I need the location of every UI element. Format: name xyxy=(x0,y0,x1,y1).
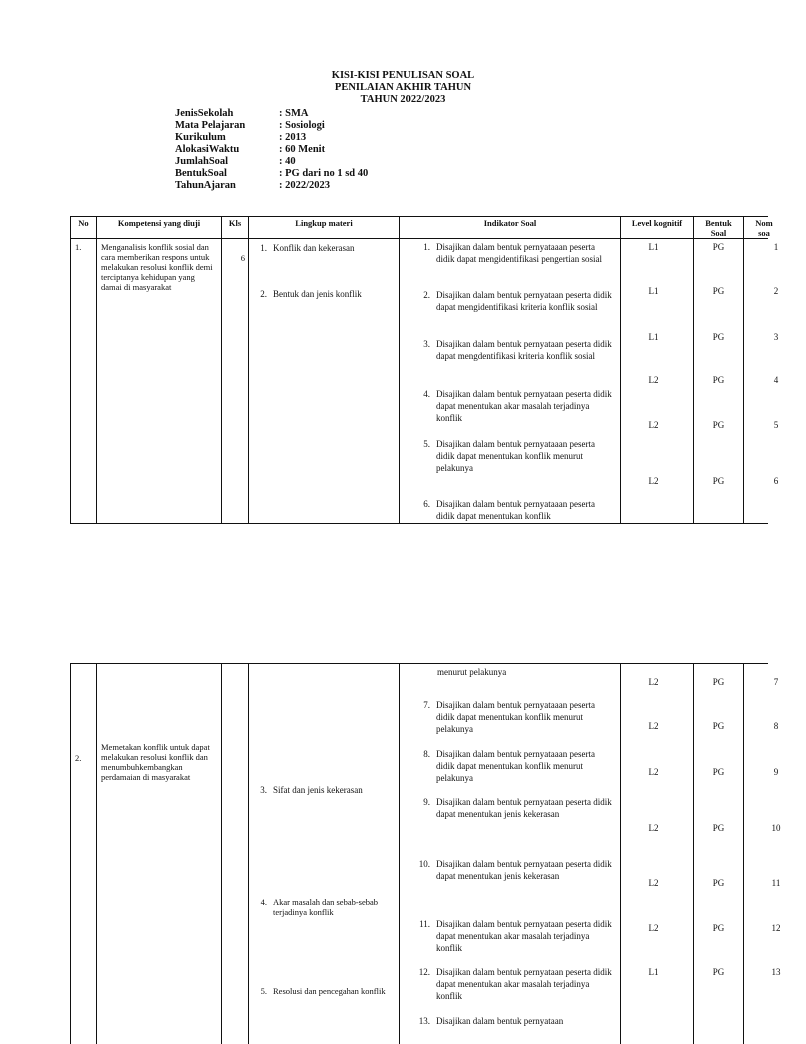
info-block xyxy=(175,108,368,192)
level-value: L2 xyxy=(648,823,659,833)
indikator-number: 1. xyxy=(423,242,430,252)
info-row-kurikulum xyxy=(175,132,368,144)
header-bentuk-line1: Bentuk xyxy=(705,218,732,228)
indikator-number: 6. xyxy=(423,499,430,509)
column-divider xyxy=(96,664,97,1044)
header-bentuk-soal xyxy=(694,218,743,238)
nomor-value: 12 xyxy=(771,923,781,933)
indikator-text: Disajikan dalam bentuk pernyataan peserta didik dapat menentukan jenis kekerasan xyxy=(436,797,612,819)
kisi-kisi-table-page-1 xyxy=(70,216,779,524)
materi-item xyxy=(251,986,397,996)
document-title: KISI-KISI PENULISAN SOAL xyxy=(331,70,475,81)
header-kompetensi: Kompetensi yang diuji xyxy=(117,218,201,228)
column-divider xyxy=(743,217,744,523)
nomor-value: 2 xyxy=(773,286,779,296)
materi-item xyxy=(251,897,397,917)
indikator-text: Disajikan dalam bentuk pernyataaan peserta didik dapat menentukan konflik menurut pelakunya xyxy=(436,700,595,734)
bentuk-value: PG xyxy=(712,721,725,731)
indikator-item xyxy=(414,1015,614,1027)
header-no: No xyxy=(78,218,89,228)
indikator-item xyxy=(414,858,614,882)
indikator-number: 9. xyxy=(423,797,430,807)
header-kls: Kls xyxy=(228,218,242,228)
row-number: 1. xyxy=(75,242,82,252)
nomor-value: 6 xyxy=(773,476,779,486)
level-value: L1 xyxy=(648,967,659,977)
level-value: L2 xyxy=(648,721,659,731)
column-divider xyxy=(248,664,249,1044)
header-nomor-line1: Nom xyxy=(755,218,773,228)
nomor-value: 3 xyxy=(773,332,779,342)
kisi-kisi-table-page-2 xyxy=(70,663,781,1044)
indikator-item xyxy=(414,438,614,474)
materi-text: Bentuk dan jenis konflik xyxy=(273,289,362,299)
indikator-number: 2. xyxy=(423,290,430,300)
level-value: L2 xyxy=(648,420,659,430)
nomor-value: 8 xyxy=(773,721,779,731)
level-value: L2 xyxy=(648,923,659,933)
header-lingkup-materi: Lingkup materi xyxy=(295,218,353,228)
column-divider xyxy=(248,217,249,523)
indikator-continued-text: menurut pelakunya xyxy=(437,667,507,677)
bentuk-value: PG xyxy=(712,286,725,296)
bentuk-value: PG xyxy=(712,420,725,430)
indikator-text: Disajikan dalam bentuk pernyataan peserta didik dapat menentukan akar masalah terjadinya konflik xyxy=(436,919,612,953)
level-value: L2 xyxy=(648,767,659,777)
materi-item xyxy=(251,242,397,254)
info-label: AlokasiWaktu xyxy=(175,144,240,155)
kompetensi-text: Memetakan konflik untuk dapat melakukan resolusi konflik dan menumbuhkembangkan perdamaian di masyarakat xyxy=(101,742,210,782)
column-divider xyxy=(743,664,744,1044)
materi-text: Resolusi dan pencegahan konflik xyxy=(273,986,386,996)
column-divider xyxy=(399,217,400,523)
nomor-value: 1 xyxy=(773,242,779,252)
indikator-item xyxy=(414,388,614,424)
indikator-number: 7. xyxy=(423,700,430,710)
materi-number: 1. xyxy=(260,243,267,253)
indikator-item xyxy=(414,338,614,362)
info-label: BentukSoal xyxy=(175,168,227,179)
bentuk-value: PG xyxy=(712,878,725,888)
info-value: : SMA xyxy=(279,108,309,119)
info-row-tahun-ajaran xyxy=(175,180,368,192)
info-row-bentuk-soal xyxy=(175,168,368,180)
indikator-text: Disajikan dalam bentuk pernyataan peserta didik dapat menentukan akar masalah terjadinya konflik xyxy=(436,967,612,1001)
indikator-item xyxy=(414,796,614,820)
indikator-number: 12. xyxy=(418,967,430,977)
bentuk-value: PG xyxy=(712,677,725,687)
indikator-item xyxy=(414,748,614,784)
materi-number: 2. xyxy=(260,289,267,299)
materi-text: Sifat dan jenis kekerasan xyxy=(273,785,363,795)
nomor-value: 7 xyxy=(773,677,779,687)
indikator-text: Disajikan dalam bentuk pernyataan peserta didik dapat menentukan jenis kekerasan xyxy=(436,859,612,881)
info-label: Mata Pelajaran xyxy=(175,120,246,131)
indikator-number: 13. xyxy=(418,1016,430,1026)
bentuk-value: PG xyxy=(712,823,725,833)
indikator-text: Disajikan dalam bentuk pernyataaan peserta didik dapat mengidentifikasi pengertian sosial xyxy=(436,242,602,264)
materi-number: 5. xyxy=(260,986,267,996)
document-year: TAHUN 2022/2023 xyxy=(360,94,446,105)
info-value: : 60 Menit xyxy=(279,144,326,155)
level-value: L1 xyxy=(648,286,659,296)
info-value: : 40 xyxy=(279,156,296,167)
indikator-item xyxy=(414,699,614,735)
level-value: L1 xyxy=(648,242,659,252)
materi-text: Akar masalah dan sebab-sebab terjadinya konflik xyxy=(273,897,379,917)
level-value: L2 xyxy=(648,878,659,888)
bentuk-value: PG xyxy=(712,767,725,777)
nomor-value: 9 xyxy=(773,767,779,777)
info-row-mata-pelajaran xyxy=(175,120,368,132)
indikator-text: Disajikan dalam bentuk pernyataaan peserta didik dapat menentukan konflik menurut pelakunya xyxy=(436,439,595,473)
header-divider xyxy=(71,238,768,239)
kelas-value: 6 xyxy=(240,253,245,263)
column-divider xyxy=(221,664,222,1044)
nomor-value: 11 xyxy=(771,878,781,888)
row-number: 2. xyxy=(75,753,82,763)
document-subtitle: PENILAIAN AKHIR TAHUN xyxy=(334,82,472,93)
nomor-value: 13 xyxy=(771,967,781,977)
indikator-item xyxy=(414,918,614,954)
column-divider xyxy=(221,217,222,523)
indikator-number: 4. xyxy=(423,389,430,399)
materi-number: 3. xyxy=(260,785,267,795)
indikator-number: 8. xyxy=(423,749,430,759)
level-value: L1 xyxy=(648,332,659,342)
indikator-text: Disajikan dalam bentuk pernyataan peserta didik dapat mengidentifikasi kriteria konflik sosial xyxy=(436,290,612,312)
indikator-text: Disajikan dalam bentuk pernyataaan peserta didik dapat menentukan konflik xyxy=(436,499,595,521)
indikator-text: Disajikan dalam bentuk pernyataan xyxy=(436,1016,564,1026)
nomor-value: 4 xyxy=(773,375,779,385)
info-row-alokasi-waktu xyxy=(175,144,368,156)
level-value: L2 xyxy=(648,476,659,486)
indikator-text: Disajikan dalam bentuk pernyataaan peserta didik dapat menentukan konflik menurut pelakunya xyxy=(436,749,595,783)
info-label: TahunAjaran xyxy=(175,180,236,191)
header-indikator-soal: Indikator Soal xyxy=(483,218,537,228)
nomor-value: 5 xyxy=(773,420,779,430)
indikator-text: Disajikan dalam bentuk pernyataan peserta didik dapat menentukan akar masalah terjadinya konflik xyxy=(436,389,612,423)
info-label: JumlahSoal xyxy=(175,156,229,167)
info-label: JenisSekolah xyxy=(175,108,234,119)
info-value: : Sosiologi xyxy=(279,120,325,131)
bentuk-value: PG xyxy=(712,332,725,342)
indikator-item xyxy=(414,498,614,522)
indikator-item xyxy=(414,966,614,1002)
bentuk-value: PG xyxy=(712,375,725,385)
header-bentuk-line2: Soal xyxy=(710,228,727,238)
info-row-jumlah-soal xyxy=(175,156,368,168)
info-value: : PG dari no 1 sd 40 xyxy=(279,168,369,179)
column-divider xyxy=(96,217,97,523)
indikator-number: 3. xyxy=(423,339,430,349)
info-value: : 2013 xyxy=(279,132,307,143)
bentuk-value: PG xyxy=(712,242,725,252)
header-level-kognitif: Level kognitif xyxy=(631,218,683,228)
materi-item xyxy=(251,784,397,796)
level-value: L2 xyxy=(648,677,659,687)
indikator-item xyxy=(414,241,614,265)
nomor-value: 10 xyxy=(771,823,781,833)
indikator-text: Disajikan dalam bentuk pernyataan peserta didik dapat mengdentifikasi kriteria konflik sosial xyxy=(436,339,612,361)
bentuk-value: PG xyxy=(712,476,725,486)
materi-number: 4. xyxy=(260,897,267,907)
kompetensi-text: Menganalisis konflik sosial dan cara memberikan respons untuk melakukan resolusi konflik demi terciptanya kehidupan yang damai di masyarakat xyxy=(101,242,213,292)
info-row-jenis-sekolah xyxy=(175,108,368,120)
materi-item xyxy=(251,288,397,300)
column-divider xyxy=(399,664,400,1044)
info-label: Kurikulum xyxy=(175,132,226,143)
indikator-number: 11. xyxy=(419,919,430,929)
bentuk-value: PG xyxy=(712,923,725,933)
bentuk-value: PG xyxy=(712,967,725,977)
indikator-number: 10. xyxy=(418,859,430,869)
info-value: : 2022/2023 xyxy=(279,180,331,191)
indikator-item xyxy=(414,289,614,313)
materi-text: Konflik dan kekerasan xyxy=(273,243,355,253)
level-value: L2 xyxy=(648,375,659,385)
indikator-number: 5. xyxy=(423,439,430,449)
header-nomor-soal xyxy=(744,218,784,238)
header-nomor-line2: soa xyxy=(758,228,770,238)
